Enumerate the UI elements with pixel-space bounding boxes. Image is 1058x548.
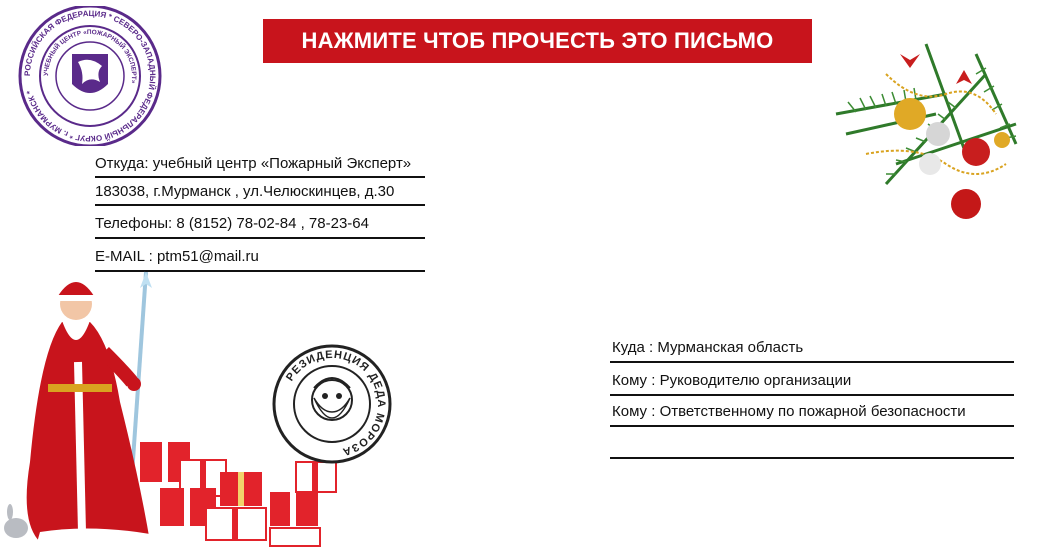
svg-text:УЧЕБНЫЙ ЦЕНТР «ПОЖАРНЫЙ ЭКСПЕР: УЧЕБНЫЙ ЦЕНТР «ПОЖАРНЫЙ ЭКСПЕРТ» [42,28,138,84]
sender-divider [95,176,425,178]
seal-logo [12,6,168,146]
sender-address: 183038, г.Мурманск , ул.Челюскинцев, д.30 [95,183,395,200]
christmas-ornaments-image [826,34,1026,234]
svg-text:РЕЗИДЕНЦИЯ ДЕДА МОРОЗА: РЕЗИДЕНЦИЯ ДЕДА МОРОЗА [284,348,388,458]
ded-moroz-stamp [270,342,394,466]
recipient-to-responsible: Кому : Ответственному по пожарной безопасности [612,403,966,420]
recipient-divider [610,361,1014,363]
recipient-divider [610,425,1014,427]
recipient-where: Куда : Мурманская область [612,339,804,356]
sender-email[interactable]: E-MAIL : ptm51@mail.ru [95,248,259,265]
recipient-to-head: Кому : Руководителю организации [612,372,852,389]
sender-from: Откуда: учебный центр «Пожарный Эксперт» [95,155,412,172]
recipient-blank-line [610,457,1014,459]
svg-text:РОССИЙСКАЯ ФЕДЕРАЦИЯ * СЕВЕРО-: РОССИЙСКАЯ ФЕДЕРАЦИЯ * СЕВЕРО-ЗАПАДНЫЙ ФЕДЕРАЛЬНЫЙ ОКРУГ * г. МУРМАНСК * [22,8,158,144]
sender-divider [95,204,425,206]
read-letter-button[interactable]: НАЖМИТЕ ЧТОБ ПРОЧЕСТЬ ЭТО ПИСЬМО [263,19,812,63]
sender-divider [95,237,425,239]
sender-phones: Телефоны: 8 (8152) 78-02-84 , 78-23-64 [95,215,369,232]
recipient-divider [610,394,1014,396]
